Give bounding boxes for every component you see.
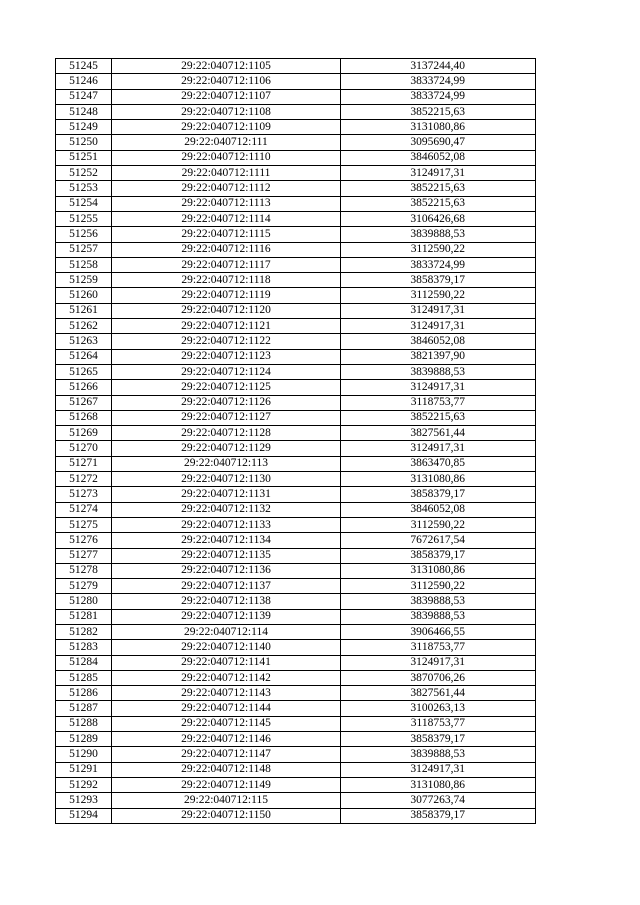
table-row [56, 410, 536, 425]
cadastral-value-cell: 3852215,63 [341, 196, 536, 211]
cadastral-value-cell: 3118753,77 [341, 716, 536, 731]
row-number-cell: 51287 [56, 701, 112, 716]
row-number-cell: 51246 [56, 74, 112, 89]
row-number-cell: 51286 [56, 686, 112, 701]
row-number-cell: 51249 [56, 120, 112, 135]
cadastral-number-cell: 29:22:040712:1133 [112, 517, 341, 532]
cadastral-value-cell: 3106426,68 [341, 211, 536, 226]
cadastral-number-cell: 29:22:040712:115 [112, 793, 341, 808]
cadastral-number-cell: 29:22:040712:1122 [112, 334, 341, 349]
cadastral-value-cell: 3839888,53 [341, 594, 536, 609]
row-number-cell: 51247 [56, 89, 112, 104]
table-row [56, 640, 536, 655]
cadastral-value-cell: 3858379,17 [341, 732, 536, 747]
cadastral-number-cell: 29:22:040712:1146 [112, 732, 341, 747]
cadastral-value-cell: 3833724,99 [341, 74, 536, 89]
table-row [56, 135, 536, 150]
cadastral-number-cell: 29:22:040712:1136 [112, 563, 341, 578]
cadastral-value-cell: 3137244,40 [341, 59, 536, 74]
row-number-cell: 51245 [56, 59, 112, 74]
row-number-cell: 51281 [56, 609, 112, 624]
table-row [56, 89, 536, 104]
cadastral-value-cell: 3858379,17 [341, 487, 536, 502]
table-row [56, 609, 536, 624]
table-row [56, 670, 536, 685]
row-number-cell: 51280 [56, 594, 112, 609]
table-row [56, 303, 536, 318]
cadastral-number-cell: 29:22:040712:1148 [112, 762, 341, 777]
cadastral-number-cell: 29:22:040712:1140 [112, 640, 341, 655]
row-number-cell: 51261 [56, 303, 112, 318]
table-row [56, 686, 536, 701]
cadastral-number-cell: 29:22:040712:1144 [112, 701, 341, 716]
row-number-cell: 51268 [56, 410, 112, 425]
cadastral-number-cell: 29:22:040712:1110 [112, 150, 341, 165]
row-number-cell: 51271 [56, 456, 112, 471]
cadastral-value-cell: 3077263,74 [341, 793, 536, 808]
cadastral-number-cell: 29:22:040712:1150 [112, 808, 341, 823]
cadastral-value-cell: 3852215,63 [341, 181, 536, 196]
table-row [56, 104, 536, 119]
row-number-cell: 51282 [56, 624, 112, 639]
table-row [56, 762, 536, 777]
cadastral-number-cell: 29:22:040712:1130 [112, 472, 341, 487]
row-number-cell: 51269 [56, 426, 112, 441]
cadastral-number-cell: 29:22:040712:1105 [112, 59, 341, 74]
row-number-cell: 51260 [56, 288, 112, 303]
row-number-cell: 51248 [56, 104, 112, 119]
cadastral-number-cell: 29:22:040712:1124 [112, 364, 341, 379]
cadastral-number-cell: 29:22:040712:1128 [112, 426, 341, 441]
cadastral-value-cell: 3124917,31 [341, 303, 536, 318]
cadastral-value-cell: 7672617,54 [341, 533, 536, 548]
cadastral-value-cell: 3124917,31 [341, 166, 536, 181]
row-number-cell: 51251 [56, 150, 112, 165]
cadastral-number-cell: 29:22:040712:1131 [112, 487, 341, 502]
row-number-cell: 51293 [56, 793, 112, 808]
cadastral-number-cell: 29:22:040712:1147 [112, 747, 341, 762]
cadastral-value-cell: 3858379,17 [341, 548, 536, 563]
row-number-cell: 51250 [56, 135, 112, 150]
cadastral-value-cell: 3870706,26 [341, 670, 536, 685]
row-number-cell: 51254 [56, 196, 112, 211]
row-number-cell: 51284 [56, 655, 112, 670]
cadastral-number-cell: 29:22:040712:1112 [112, 181, 341, 196]
cadastral-number-cell: 29:22:040712:1107 [112, 89, 341, 104]
cadastral-number-cell: 29:22:040712:1123 [112, 349, 341, 364]
cadastral-value-cell: 3827561,44 [341, 426, 536, 441]
table-row [56, 502, 536, 517]
cadastral-number-cell: 29:22:040712:1125 [112, 380, 341, 395]
cadastral-number-cell: 29:22:040712:1143 [112, 686, 341, 701]
cadastral-number-cell: 29:22:040712:113 [112, 456, 341, 471]
cadastral-number-cell: 29:22:040712:1127 [112, 410, 341, 425]
row-number-cell: 51276 [56, 533, 112, 548]
table-row [56, 334, 536, 349]
cadastral-value-cell: 3852215,63 [341, 104, 536, 119]
cadastral-number-cell: 29:22:040712:1139 [112, 609, 341, 624]
row-number-cell: 51294 [56, 808, 112, 823]
table-row [56, 211, 536, 226]
cadastral-value-cell: 3858379,17 [341, 808, 536, 823]
row-number-cell: 51264 [56, 349, 112, 364]
cadastral-number-cell: 29:22:040712:1129 [112, 441, 341, 456]
cadastral-value-cell: 3131080,86 [341, 777, 536, 792]
table-row [56, 364, 536, 379]
cadastral-value-cell: 3131080,86 [341, 563, 536, 578]
table-row [56, 563, 536, 578]
table-row [56, 548, 536, 563]
row-number-cell: 51265 [56, 364, 112, 379]
cadastral-number-cell: 29:22:040712:1132 [112, 502, 341, 517]
cadastral-number-cell: 29:22:040712:111 [112, 135, 341, 150]
table-row [56, 808, 536, 823]
cadastral-number-cell: 29:22:040712:1113 [112, 196, 341, 211]
table-row [56, 380, 536, 395]
cadastral-value-cell: 3827561,44 [341, 686, 536, 701]
table-row [56, 196, 536, 211]
cadastral-value-cell: 3839888,53 [341, 747, 536, 762]
table-row [56, 716, 536, 731]
row-number-cell: 51257 [56, 242, 112, 257]
cadastral-value-cell: 3839888,53 [341, 227, 536, 242]
cadastral-value-cell: 3906466,55 [341, 624, 536, 639]
table-row [56, 181, 536, 196]
row-number-cell: 51273 [56, 487, 112, 502]
cadastral-number-cell: 29:22:040712:114 [112, 624, 341, 639]
row-number-cell: 51289 [56, 732, 112, 747]
table-row [56, 120, 536, 135]
row-number-cell: 51292 [56, 777, 112, 792]
cadastral-number-cell: 29:22:040712:1114 [112, 211, 341, 226]
cadastral-value-cell: 3852215,63 [341, 410, 536, 425]
cadastral-value-cell: 3124917,31 [341, 319, 536, 334]
row-number-cell: 51258 [56, 257, 112, 272]
cadastral-value-table [55, 58, 536, 824]
row-number-cell: 51283 [56, 640, 112, 655]
table-row [56, 732, 536, 747]
cadastral-number-cell: 29:22:040712:1115 [112, 227, 341, 242]
row-number-cell: 51275 [56, 517, 112, 532]
cadastral-number-cell: 29:22:040712:1118 [112, 273, 341, 288]
cadastral-number-cell: 29:22:040712:1126 [112, 395, 341, 410]
table-row [56, 472, 536, 487]
table-row [56, 273, 536, 288]
cadastral-number-cell: 29:22:040712:1109 [112, 120, 341, 135]
cadastral-number-cell: 29:22:040712:1137 [112, 579, 341, 594]
cadastral-number-cell: 29:22:040712:1119 [112, 288, 341, 303]
row-number-cell: 51290 [56, 747, 112, 762]
table-row [56, 533, 536, 548]
table-row [56, 487, 536, 502]
table-row [56, 777, 536, 792]
cadastral-value-cell: 3833724,99 [341, 89, 536, 104]
table-row [56, 166, 536, 181]
table-row [56, 793, 536, 808]
cadastral-number-cell: 29:22:040712:1142 [112, 670, 341, 685]
row-number-cell: 51279 [56, 579, 112, 594]
cadastral-number-cell: 29:22:040712:1145 [112, 716, 341, 731]
row-number-cell: 51272 [56, 472, 112, 487]
cadastral-value-cell: 3112590,22 [341, 288, 536, 303]
table-row [56, 624, 536, 639]
cadastral-value-cell: 3846052,08 [341, 150, 536, 165]
table-row [56, 441, 536, 456]
cadastral-value-cell: 3100263,13 [341, 701, 536, 716]
row-number-cell: 51277 [56, 548, 112, 563]
cadastral-value-cell: 3112590,22 [341, 517, 536, 532]
row-number-cell: 51259 [56, 273, 112, 288]
cadastral-number-cell: 29:22:040712:1135 [112, 548, 341, 563]
cadastral-number-cell: 29:22:040712:1149 [112, 777, 341, 792]
cadastral-number-cell: 29:22:040712:1116 [112, 242, 341, 257]
cadastral-number-cell: 29:22:040712:1108 [112, 104, 341, 119]
cadastral-number-cell: 29:22:040712:1117 [112, 257, 341, 272]
cadastral-value-cell: 3124917,31 [341, 655, 536, 670]
cadastral-value-cell: 3821397,90 [341, 349, 536, 364]
cadastral-value-cell: 3131080,86 [341, 472, 536, 487]
cadastral-value-cell: 3131080,86 [341, 120, 536, 135]
row-number-cell: 51267 [56, 395, 112, 410]
cadastral-value-cell: 3118753,77 [341, 395, 536, 410]
cadastral-value-cell: 3124917,31 [341, 380, 536, 395]
row-number-cell: 51252 [56, 166, 112, 181]
cadastral-value-cell: 3839888,53 [341, 609, 536, 624]
cadastral-number-cell: 29:22:040712:1121 [112, 319, 341, 334]
row-number-cell: 51262 [56, 319, 112, 334]
table-row [56, 59, 536, 74]
cadastral-number-cell: 29:22:040712:1120 [112, 303, 341, 318]
cadastral-value-cell: 3858379,17 [341, 273, 536, 288]
table-row [56, 655, 536, 670]
table-row [56, 242, 536, 257]
table-row [56, 150, 536, 165]
cadastral-number-cell: 29:22:040712:1138 [112, 594, 341, 609]
cadastral-number-cell: 29:22:040712:1134 [112, 533, 341, 548]
table-row [56, 701, 536, 716]
row-number-cell: 51253 [56, 181, 112, 196]
cadastral-value-cell: 3095690,47 [341, 135, 536, 150]
cadastral-value-cell: 3112590,22 [341, 242, 536, 257]
row-number-cell: 51263 [56, 334, 112, 349]
row-number-cell: 51255 [56, 211, 112, 226]
cadastral-value-cell: 3124917,31 [341, 441, 536, 456]
row-number-cell: 51278 [56, 563, 112, 578]
table-row [56, 349, 536, 364]
row-number-cell: 51288 [56, 716, 112, 731]
table-row [56, 517, 536, 532]
table-row [56, 319, 536, 334]
row-number-cell: 51270 [56, 441, 112, 456]
cadastral-number-cell: 29:22:040712:1111 [112, 166, 341, 181]
cadastral-value-cell: 3839888,53 [341, 364, 536, 379]
table-row [56, 594, 536, 609]
row-number-cell: 51285 [56, 670, 112, 685]
cadastral-number-cell: 29:22:040712:1106 [112, 74, 341, 89]
table-body [56, 59, 536, 824]
cadastral-value-cell: 3118753,77 [341, 640, 536, 655]
cadastral-value-cell: 3846052,08 [341, 502, 536, 517]
cadastral-number-cell: 29:22:040712:1141 [112, 655, 341, 670]
cadastral-value-cell: 3112590,22 [341, 579, 536, 594]
table-row [56, 227, 536, 242]
row-number-cell: 51266 [56, 380, 112, 395]
table-row [56, 426, 536, 441]
table-row [56, 579, 536, 594]
cadastral-value-cell: 3833724,99 [341, 257, 536, 272]
cadastral-value-cell: 3846052,08 [341, 334, 536, 349]
table-row [56, 74, 536, 89]
cadastral-value-cell: 3124917,31 [341, 762, 536, 777]
row-number-cell: 51256 [56, 227, 112, 242]
table-row [56, 257, 536, 272]
table-row [56, 747, 536, 762]
row-number-cell: 51274 [56, 502, 112, 517]
table-row [56, 395, 536, 410]
table-row [56, 456, 536, 471]
table-row [56, 288, 536, 303]
cadastral-value-cell: 3863470,85 [341, 456, 536, 471]
row-number-cell: 51291 [56, 762, 112, 777]
